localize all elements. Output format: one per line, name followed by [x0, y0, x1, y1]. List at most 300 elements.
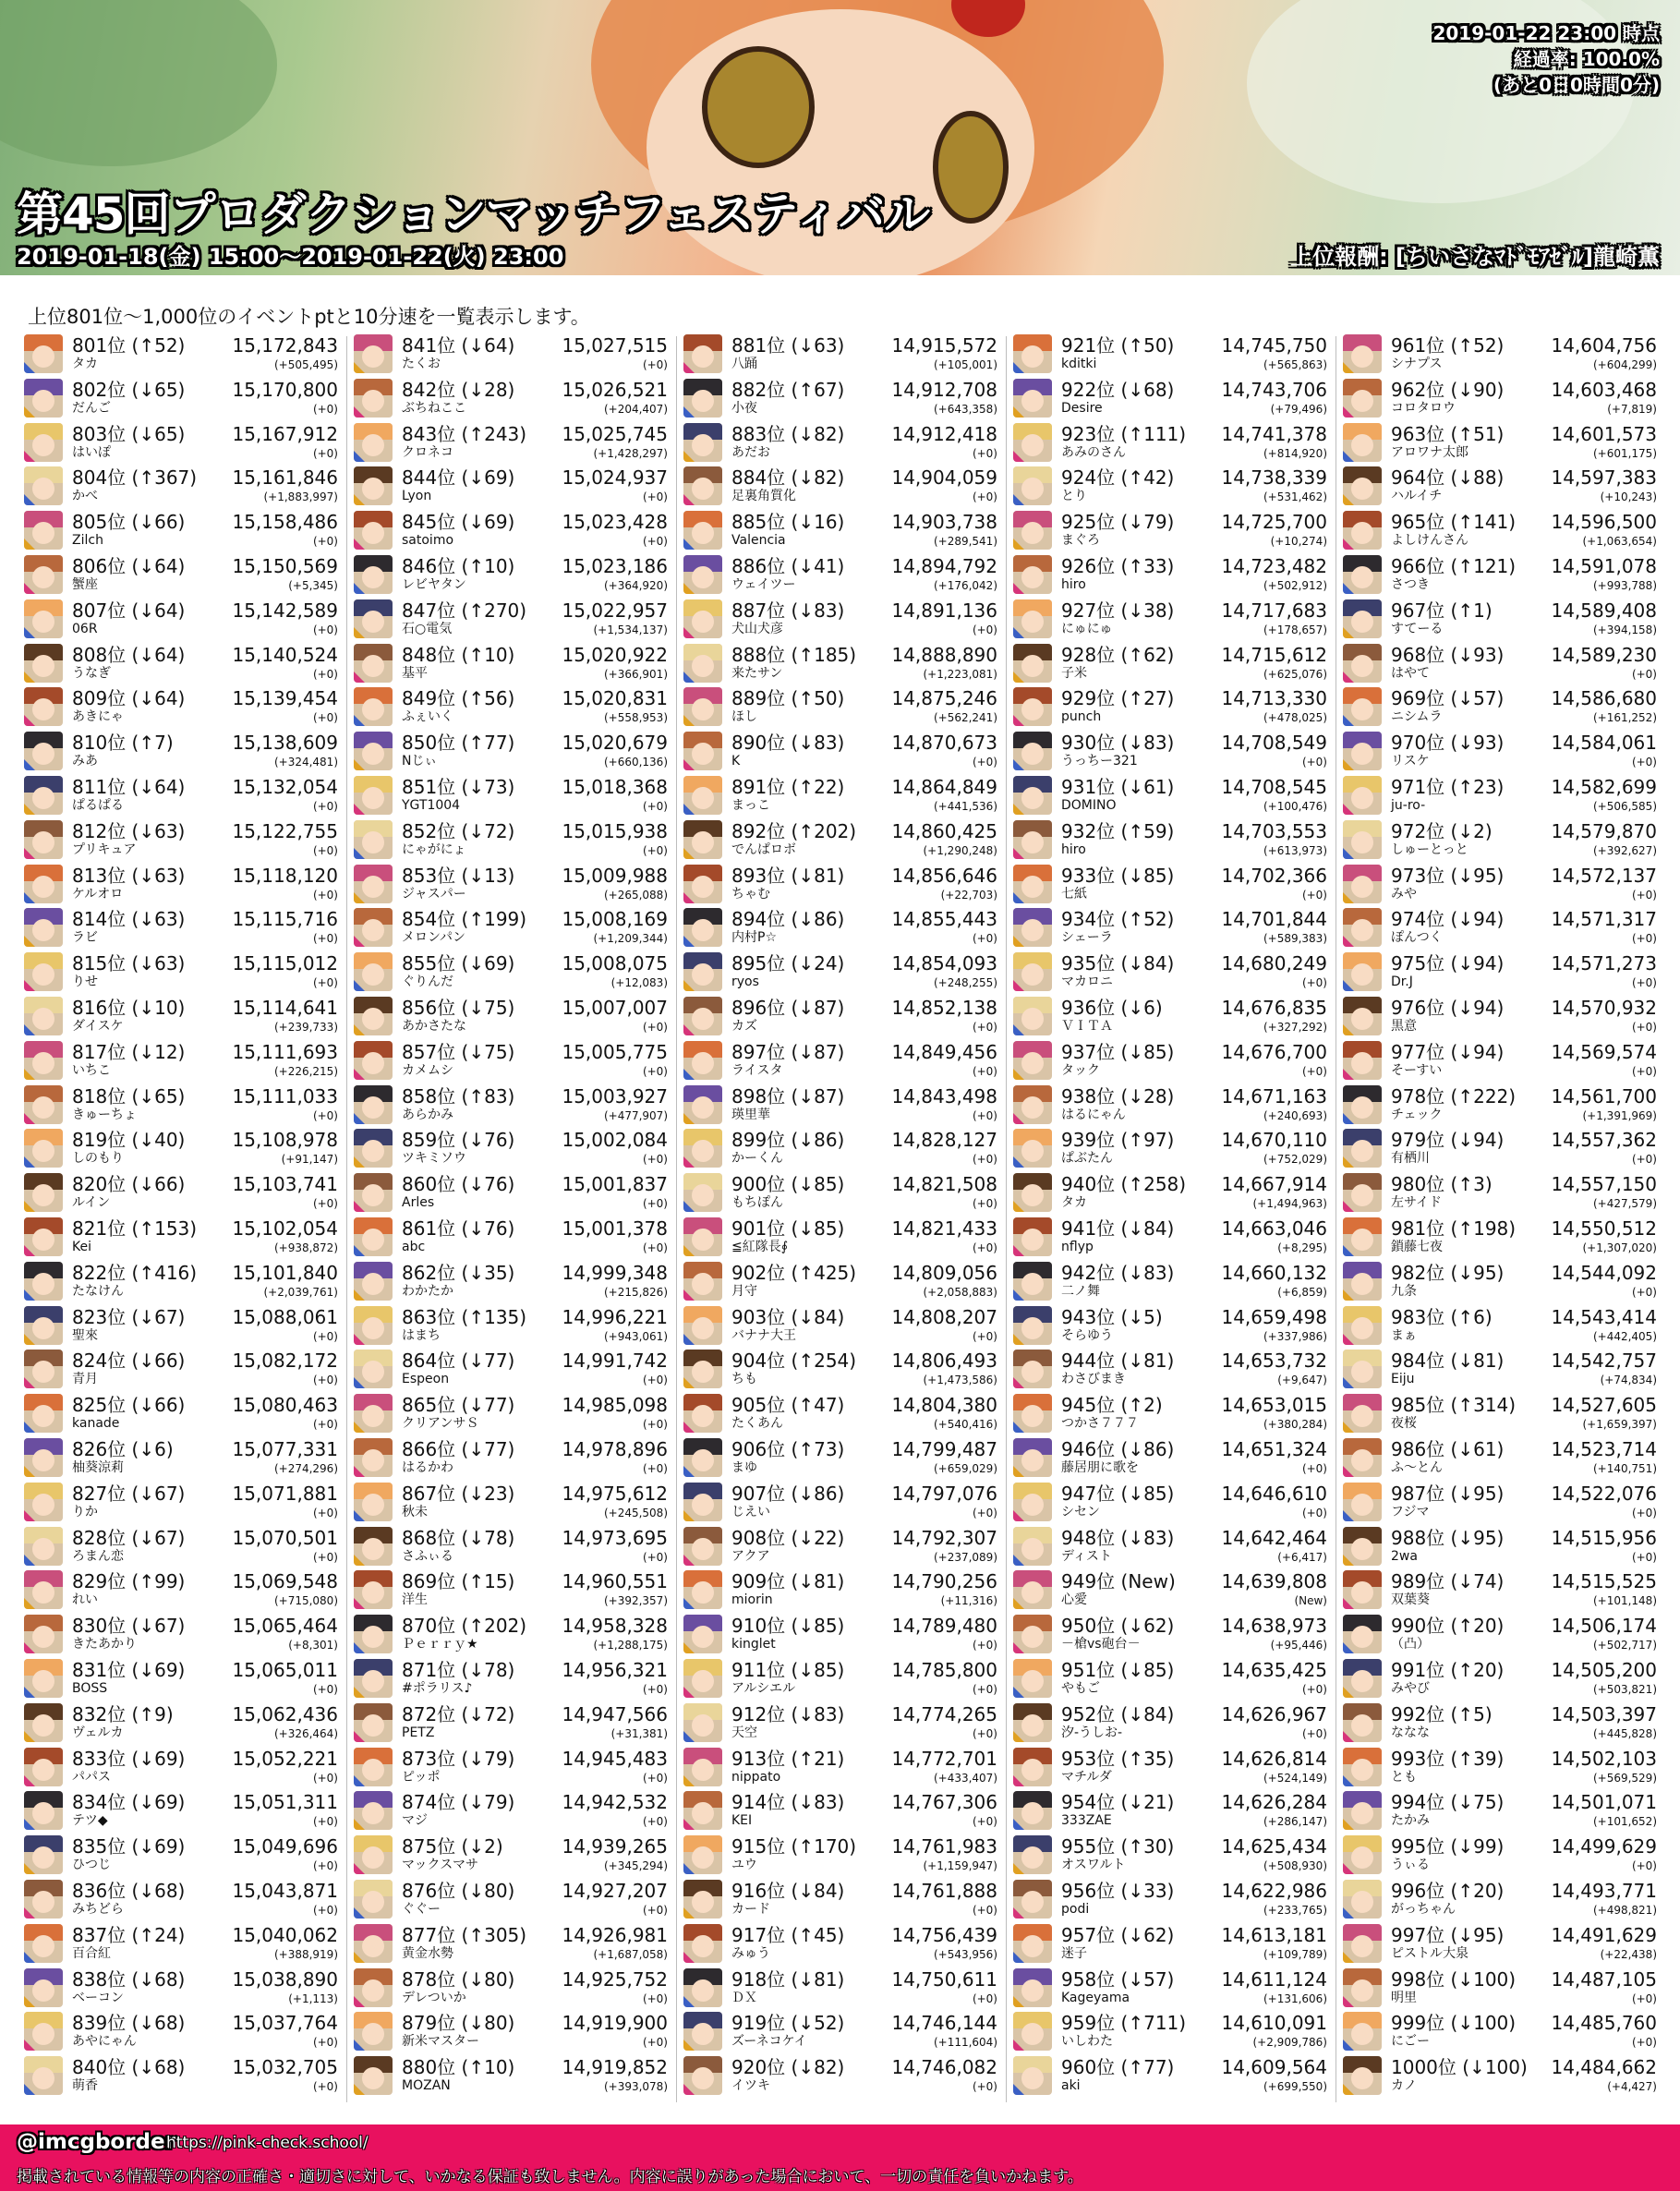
player-name: abc	[402, 1240, 426, 1254]
rank-change: 877位 (↑305)	[402, 1924, 527, 1946]
rank-change: 942位 (↓83)	[1061, 1262, 1175, 1284]
ten-minute-gain: (+506,585)	[1592, 800, 1657, 813]
event-points: 14,870,673	[891, 732, 997, 754]
idol-avatar	[683, 776, 722, 815]
idol-avatar	[683, 1350, 722, 1388]
idol-avatar	[1343, 511, 1382, 550]
rank-change: 966位 (↑121)	[1391, 555, 1517, 577]
player-name: ツキミソウ	[402, 1151, 466, 1166]
rank-change: 947位 (↓85)	[1061, 1483, 1175, 1505]
rank-change: 954位 (↓21)	[1061, 1791, 1175, 1813]
ten-minute-gain: (+0)	[972, 1021, 997, 1034]
ranking-row	[352, 1657, 671, 1700]
idol-avatar	[1343, 1173, 1382, 1212]
player-name: MOZAN	[402, 2078, 451, 2093]
ten-minute-gain: (+1,473,586)	[923, 1374, 997, 1386]
rank-change: 838位 (↓68)	[72, 1968, 186, 1991]
ranking-row	[682, 1657, 1001, 1700]
rank-change: 901位 (↓85)	[731, 1217, 845, 1240]
event-points: 14,502,103	[1551, 1748, 1657, 1770]
player-name: ダイスケ	[72, 1019, 124, 1034]
event-points: 14,635,425	[1221, 1659, 1327, 1681]
status-block	[1432, 20, 1660, 98]
rank-change: 985位 (↑314)	[1391, 1394, 1517, 1416]
rank-change: 801位 (↑52)	[72, 334, 186, 357]
ranking-row	[1011, 553, 1331, 596]
idol-avatar	[1343, 1350, 1382, 1388]
player-name: カメムシ	[402, 1063, 453, 1078]
rank-change: 972位 (↓2)	[1391, 820, 1493, 842]
rank-change: 876位 (↓80)	[402, 1880, 515, 1902]
ranking-row	[22, 509, 342, 551]
ranking-row	[22, 730, 342, 772]
event-points: 15,108,978	[232, 1129, 338, 1151]
idol-avatar	[24, 1880, 63, 1919]
idol-avatar	[1013, 1085, 1052, 1124]
player-name: 2wa	[1391, 1549, 1418, 1564]
footer-bar	[0, 2124, 1680, 2191]
player-name: ピッポ	[402, 1770, 441, 1785]
ten-minute-gain: (+1,687,058)	[593, 1948, 668, 1961]
event-points: 14,912,708	[891, 379, 997, 401]
ten-minute-gain: (+0)	[1631, 976, 1657, 989]
player-name: 小夜	[731, 401, 757, 416]
ten-minute-gain: (+0)	[312, 1859, 338, 1872]
event-points: 14,774,265	[891, 1703, 997, 1725]
player-name: マチルダ	[1061, 1770, 1112, 1785]
event-points: 15,132,054	[232, 776, 338, 798]
rank-change: 879位 (↓80)	[402, 2012, 515, 2034]
player-name: みや	[1391, 887, 1417, 902]
rank-change: 903位 (↓84)	[731, 1306, 845, 1328]
event-points: 14,561,700	[1551, 1085, 1657, 1108]
idol-avatar	[1013, 599, 1052, 638]
ten-minute-gain: (+0)	[1631, 756, 1657, 769]
ranking-row	[1341, 863, 1661, 905]
rank-change: 926位 (↑33)	[1061, 555, 1175, 577]
rank-change: 908位 (↓22)	[731, 1527, 845, 1549]
ten-minute-gain: (+1,883,997)	[263, 490, 338, 503]
ranking-row	[1011, 333, 1331, 375]
event-points: 14,515,525	[1551, 1570, 1657, 1592]
idol-avatar	[683, 952, 722, 991]
ten-minute-gain: (+0)	[972, 1727, 997, 1740]
ten-minute-gain: (+101,148)	[1592, 1594, 1657, 1607]
rank-change: 835位 (↓69)	[72, 1835, 186, 1858]
rank-change: 865位 (↓77)	[402, 1394, 515, 1416]
ranking-row	[1341, 906, 1661, 949]
ranking-row	[22, 1083, 342, 1126]
player-name: 基平	[402, 666, 428, 681]
player-name: ユウ	[731, 1858, 757, 1872]
player-name: 来たサン	[731, 666, 783, 681]
player-name: ほし	[731, 709, 757, 724]
ranking-row	[1341, 598, 1661, 640]
idol-avatar	[24, 1262, 63, 1301]
rank-change: 975位 (↓94)	[1391, 952, 1505, 974]
ten-minute-gain: (+0)	[1631, 1153, 1657, 1166]
player-name: だんご	[72, 401, 111, 416]
rank-change: 833位 (↓69)	[72, 1748, 186, 1770]
idol-avatar	[683, 1835, 722, 1874]
rank-change: 867位 (↓23)	[402, 1483, 515, 1505]
player-name: ケルオロ	[72, 887, 124, 902]
event-points: 15,008,075	[562, 952, 668, 974]
idol-avatar	[1343, 1791, 1382, 1830]
ten-minute-gain: (+0)	[1301, 889, 1327, 902]
player-name: （凸）	[1391, 1637, 1430, 1652]
rank-change: 832位 (↑9)	[72, 1703, 174, 1725]
ranking-row	[1011, 1967, 1331, 2009]
ten-minute-gain: (+0)	[312, 1507, 338, 1519]
idol-avatar	[1343, 1659, 1382, 1698]
rank-change: 911位 (↓85)	[731, 1659, 845, 1681]
ranking-row	[1341, 685, 1661, 728]
player-name: Espeon	[402, 1372, 450, 1386]
ranking-row	[352, 1083, 671, 1126]
idol-avatar	[24, 1791, 63, 1830]
idol-avatar	[1013, 1527, 1052, 1566]
player-name: Valencia	[731, 533, 786, 548]
player-name: シナプス	[1391, 357, 1443, 371]
rank-change: 970位 (↓93)	[1391, 732, 1505, 754]
event-points: 14,611,124	[1221, 1968, 1327, 1991]
player-name: でんぱロボ	[731, 842, 796, 857]
idol-avatar	[24, 511, 63, 550]
ranking-row	[682, 1127, 1001, 1169]
event-points: 14,626,814	[1221, 1748, 1327, 1770]
ten-minute-gain: (+6,859)	[1277, 1286, 1327, 1299]
event-points: 14,572,137	[1551, 865, 1657, 887]
player-name: マックスマサ	[402, 1858, 479, 1872]
ten-minute-gain: (+324,481)	[273, 756, 338, 769]
ten-minute-gain: (+22,703)	[940, 889, 997, 902]
idol-avatar	[354, 1129, 393, 1168]
idol-avatar	[24, 820, 63, 859]
ten-minute-gain: (+0)	[972, 1992, 997, 2005]
idol-avatar	[354, 2012, 393, 2051]
ranking-row	[682, 1878, 1001, 1920]
rank-change: 882位 (↑67)	[731, 379, 845, 401]
player-name: 内村P☆	[731, 930, 777, 945]
rank-change: 884位 (↓82)	[731, 466, 845, 489]
idol-avatar	[354, 820, 393, 859]
rank-change: 955位 (↑30)	[1061, 1835, 1175, 1858]
ten-minute-gain: (+1,391,969)	[1582, 1109, 1657, 1122]
idol-avatar	[1013, 1968, 1052, 2007]
rank-change: 891位 (↑22)	[731, 776, 845, 798]
ranking-row	[352, 509, 671, 551]
ranking-row	[1341, 1878, 1661, 1920]
player-name: YGT1004	[402, 798, 461, 813]
ten-minute-gain: (+22,438)	[1600, 1948, 1657, 1961]
event-points: 14,772,701	[891, 1748, 997, 1770]
player-name: あかさたな	[402, 1019, 466, 1034]
player-name: 七紙	[1061, 887, 1087, 902]
ten-minute-gain: (+993,788)	[1592, 579, 1657, 592]
ten-minute-gain: (+0)	[312, 800, 338, 813]
idol-avatar	[683, 1173, 722, 1212]
idol-avatar	[354, 865, 393, 903]
idol-avatar	[24, 1968, 63, 2007]
rank-change: 915位 (↑170)	[731, 1835, 857, 1858]
rank-change: 935位 (↓84)	[1061, 952, 1175, 974]
ten-minute-gain: (+0)	[1301, 1462, 1327, 1475]
ranking-row	[22, 2010, 342, 2052]
ranking-row	[682, 685, 1001, 728]
rank-change: 916位 (↓84)	[731, 1880, 845, 1902]
idol-avatar	[683, 423, 722, 462]
ranking-column	[22, 333, 342, 2106]
ranking-row	[1341, 333, 1661, 375]
ten-minute-gain: (+0)	[312, 535, 338, 548]
rank-change: 822位 (↑416)	[72, 1262, 198, 1284]
idol-avatar	[354, 1306, 393, 1345]
rank-change: 984位 (↓81)	[1391, 1350, 1505, 1372]
ten-minute-gain: (+660,136)	[603, 756, 668, 769]
event-points: 14,667,914	[1221, 1173, 1327, 1195]
ten-minute-gain: (+10,243)	[1600, 490, 1657, 503]
idol-avatar	[1343, 1217, 1382, 1256]
ranking-row	[352, 2054, 671, 2097]
idol-avatar	[354, 1570, 393, 1609]
column-divider	[1006, 336, 1007, 2102]
ranking-row	[22, 995, 342, 1037]
event-points: 14,985,098	[562, 1394, 668, 1416]
event-points: 14,741,378	[1221, 423, 1327, 445]
idol-avatar	[354, 1791, 393, 1830]
idol-avatar	[24, 599, 63, 638]
rank-change: 813位 (↓63)	[72, 865, 186, 887]
player-name: はるかわ	[402, 1460, 453, 1475]
ten-minute-gain: (+1,223,081)	[923, 668, 997, 681]
player-name: 青月	[72, 1372, 98, 1386]
ten-minute-gain: (+9,647)	[1277, 1374, 1327, 1386]
idol-avatar	[683, 555, 722, 594]
event-points: 15,138,609	[232, 732, 338, 754]
player-name: 汐-うしお-	[1061, 1725, 1123, 1740]
player-name: ろまん恋	[72, 1549, 124, 1564]
idol-avatar	[1343, 1262, 1382, 1301]
ranking-row	[1341, 1436, 1661, 1479]
ranking-row	[352, 333, 671, 375]
idol-avatar	[24, 1129, 63, 1168]
rank-change: 810位 (↑7)	[72, 732, 174, 754]
rank-change: 939位 (↑97)	[1061, 1129, 1175, 1151]
event-points: 14,894,792	[891, 555, 997, 577]
rank-change: 902位 (↑425)	[731, 1262, 857, 1284]
player-name: ＤＸ	[731, 1991, 757, 2005]
rank-change: 962位 (↓90)	[1391, 379, 1505, 401]
ranking-row	[22, 1260, 342, 1302]
idol-avatar	[354, 1659, 393, 1698]
idol-avatar	[683, 1791, 722, 1830]
ten-minute-gain: (+613,973)	[1263, 844, 1327, 857]
rank-change: 950位 (↓62)	[1061, 1615, 1175, 1637]
idol-avatar	[24, 1438, 63, 1477]
column-divider	[676, 336, 677, 2102]
rank-change: 827位 (↓67)	[72, 1483, 186, 1505]
player-name: hiro	[1061, 577, 1086, 592]
event-points: 14,761,888	[891, 1880, 997, 1902]
player-name: ひつじ	[72, 1858, 111, 1872]
event-points: 14,797,076	[891, 1483, 997, 1505]
ten-minute-gain: (+240,693)	[1263, 1109, 1327, 1122]
player-name: ピストル大泉	[1391, 1946, 1468, 1961]
rank-change: 860位 (↓76)	[402, 1173, 515, 1195]
player-name: 秋未	[402, 1505, 428, 1519]
idol-avatar	[24, 1217, 63, 1256]
ranking-row	[352, 2010, 671, 2052]
player-name: ニシムラ	[1391, 709, 1443, 724]
idol-avatar	[1013, 379, 1052, 418]
idol-avatar	[1343, 2056, 1382, 2095]
event-points: 14,557,362	[1551, 1129, 1657, 1151]
player-name: 心愛	[1061, 1592, 1087, 1607]
ranking-row	[1341, 1039, 1661, 1082]
ranking-row	[1341, 1922, 1661, 1965]
event-points: 14,713,330	[1221, 687, 1327, 709]
ten-minute-gain: (+0)	[1631, 1992, 1657, 2005]
rank-change: 910位 (↓85)	[731, 1615, 845, 1637]
ranking-row	[22, 377, 342, 419]
ranking-row	[1011, 818, 1331, 861]
ten-minute-gain: (+0)	[1631, 1286, 1657, 1299]
ranking-row	[1341, 642, 1661, 684]
ten-minute-gain: (+0)	[642, 535, 668, 548]
event-points: 14,999,348	[562, 1262, 668, 1284]
event-points: 14,579,870	[1551, 820, 1657, 842]
idol-avatar	[354, 1262, 393, 1301]
ranking-row	[1341, 553, 1661, 596]
player-name: 二ノ舞	[1061, 1284, 1100, 1299]
ten-minute-gain: (+327,292)	[1263, 1021, 1327, 1034]
idol-avatar	[354, 466, 393, 505]
player-name: 聖來	[72, 1328, 98, 1343]
rank-change: 878位 (↓80)	[402, 1968, 515, 1991]
idol-avatar	[24, 466, 63, 505]
player-name: レビヤタン	[402, 577, 466, 592]
player-name: 足裏角質化	[731, 489, 796, 503]
idol-avatar	[24, 2012, 63, 2051]
idol-avatar	[683, 511, 722, 550]
ten-minute-gain: (+0)	[972, 447, 997, 460]
player-name: みあ	[72, 754, 98, 769]
rank-change: 856位 (↓75)	[402, 997, 515, 1019]
ranking-row	[682, 1525, 1001, 1568]
ranking-row	[1011, 1657, 1331, 1700]
idol-avatar	[1343, 1306, 1382, 1345]
idol-avatar	[683, 908, 722, 947]
event-points: 14,790,256	[891, 1570, 997, 1592]
idol-avatar	[1013, 1924, 1052, 1963]
ten-minute-gain: (+0)	[972, 756, 997, 769]
player-name: ちも	[731, 1372, 757, 1386]
event-points: 15,040,062	[232, 1924, 338, 1946]
ranking-row	[22, 1657, 342, 1700]
ranking-row	[1011, 1348, 1331, 1390]
ten-minute-gain: (+643,358)	[933, 403, 997, 416]
rank-change: 907位 (↓86)	[731, 1483, 845, 1505]
rank-change: 934位 (↑52)	[1061, 908, 1175, 930]
ranking-row	[682, 1436, 1001, 1479]
ten-minute-gain: (+433,407)	[933, 1772, 997, 1785]
event-points: 14,596,500	[1551, 511, 1657, 533]
ten-minute-gain: (+337,986)	[1263, 1330, 1327, 1343]
idol-avatar	[24, 2056, 63, 2095]
event-points: 14,960,551	[562, 1570, 668, 1592]
ranking-row	[1011, 1746, 1331, 1788]
player-name: チェック	[1391, 1108, 1443, 1122]
rank-change: 960位 (↑77)	[1061, 2056, 1175, 2078]
idol-avatar	[1013, 511, 1052, 550]
idol-avatar	[1343, 1394, 1382, 1433]
idol-avatar	[1013, 1394, 1052, 1433]
idol-avatar	[354, 1703, 393, 1742]
ranking-row	[1341, 2054, 1661, 2097]
ranking-row	[352, 465, 671, 507]
event-points: 15,038,890	[232, 1968, 338, 1991]
idol-avatar	[1013, 423, 1052, 462]
idol-avatar	[683, 2012, 722, 2051]
ranking-row	[1341, 509, 1661, 551]
ten-minute-gain: (+0)	[1301, 976, 1327, 989]
idol-avatar	[354, 1527, 393, 1566]
player-name: －槍vs砲台－	[1061, 1637, 1141, 1652]
player-name: ズーネコケイ	[731, 2034, 807, 2049]
ranking-row	[352, 1789, 671, 1832]
player-name: プリキュア	[72, 842, 137, 857]
rank-change: 919位 (↓52)	[731, 2012, 845, 2034]
ten-minute-gain: (+0)	[1631, 1859, 1657, 1872]
ranking-row	[352, 1613, 671, 1655]
rank-change: 974位 (↓94)	[1391, 908, 1505, 930]
ranking-row	[1011, 1525, 1331, 1568]
rank-change: 829位 (↑99)	[72, 1570, 186, 1592]
idol-avatar	[1013, 1173, 1052, 1212]
ranking-row	[22, 1789, 342, 1832]
event-points: 14,843,498	[891, 1085, 997, 1108]
rank-change: 807位 (↓64)	[72, 599, 186, 622]
rank-change: 812位 (↓63)	[72, 820, 186, 842]
player-name: たなけん	[72, 1284, 124, 1299]
idol-avatar	[1343, 599, 1382, 638]
rank-change: 853位 (↓13)	[402, 865, 515, 887]
idol-avatar	[683, 1394, 722, 1433]
idol-avatar	[1013, 687, 1052, 726]
player-name: ぶちねここ	[402, 401, 466, 416]
ranking-row	[682, 377, 1001, 419]
rank-change: 868位 (↓78)	[402, 1527, 515, 1549]
rank-change: 836位 (↓68)	[72, 1880, 186, 1902]
event-points: 14,571,317	[1551, 908, 1657, 930]
ranking-row	[352, 1127, 671, 1169]
idol-avatar	[683, 1570, 722, 1609]
rank-change: 888位 (↑185)	[731, 644, 857, 666]
player-name: KEI	[731, 1813, 753, 1828]
event-points: 15,102,054	[232, 1217, 338, 1240]
ranking-row	[22, 1701, 342, 1744]
ranking-row	[1341, 1568, 1661, 1611]
player-name: 藤居朋に歌を	[1061, 1460, 1139, 1475]
ranking-row	[352, 906, 671, 949]
player-name: アルシエル	[731, 1681, 796, 1696]
idol-avatar	[683, 1703, 722, 1742]
ranking-row	[682, 465, 1001, 507]
idol-avatar	[354, 997, 393, 1035]
idol-avatar	[1343, 865, 1382, 903]
ranking-row	[22, 950, 342, 993]
